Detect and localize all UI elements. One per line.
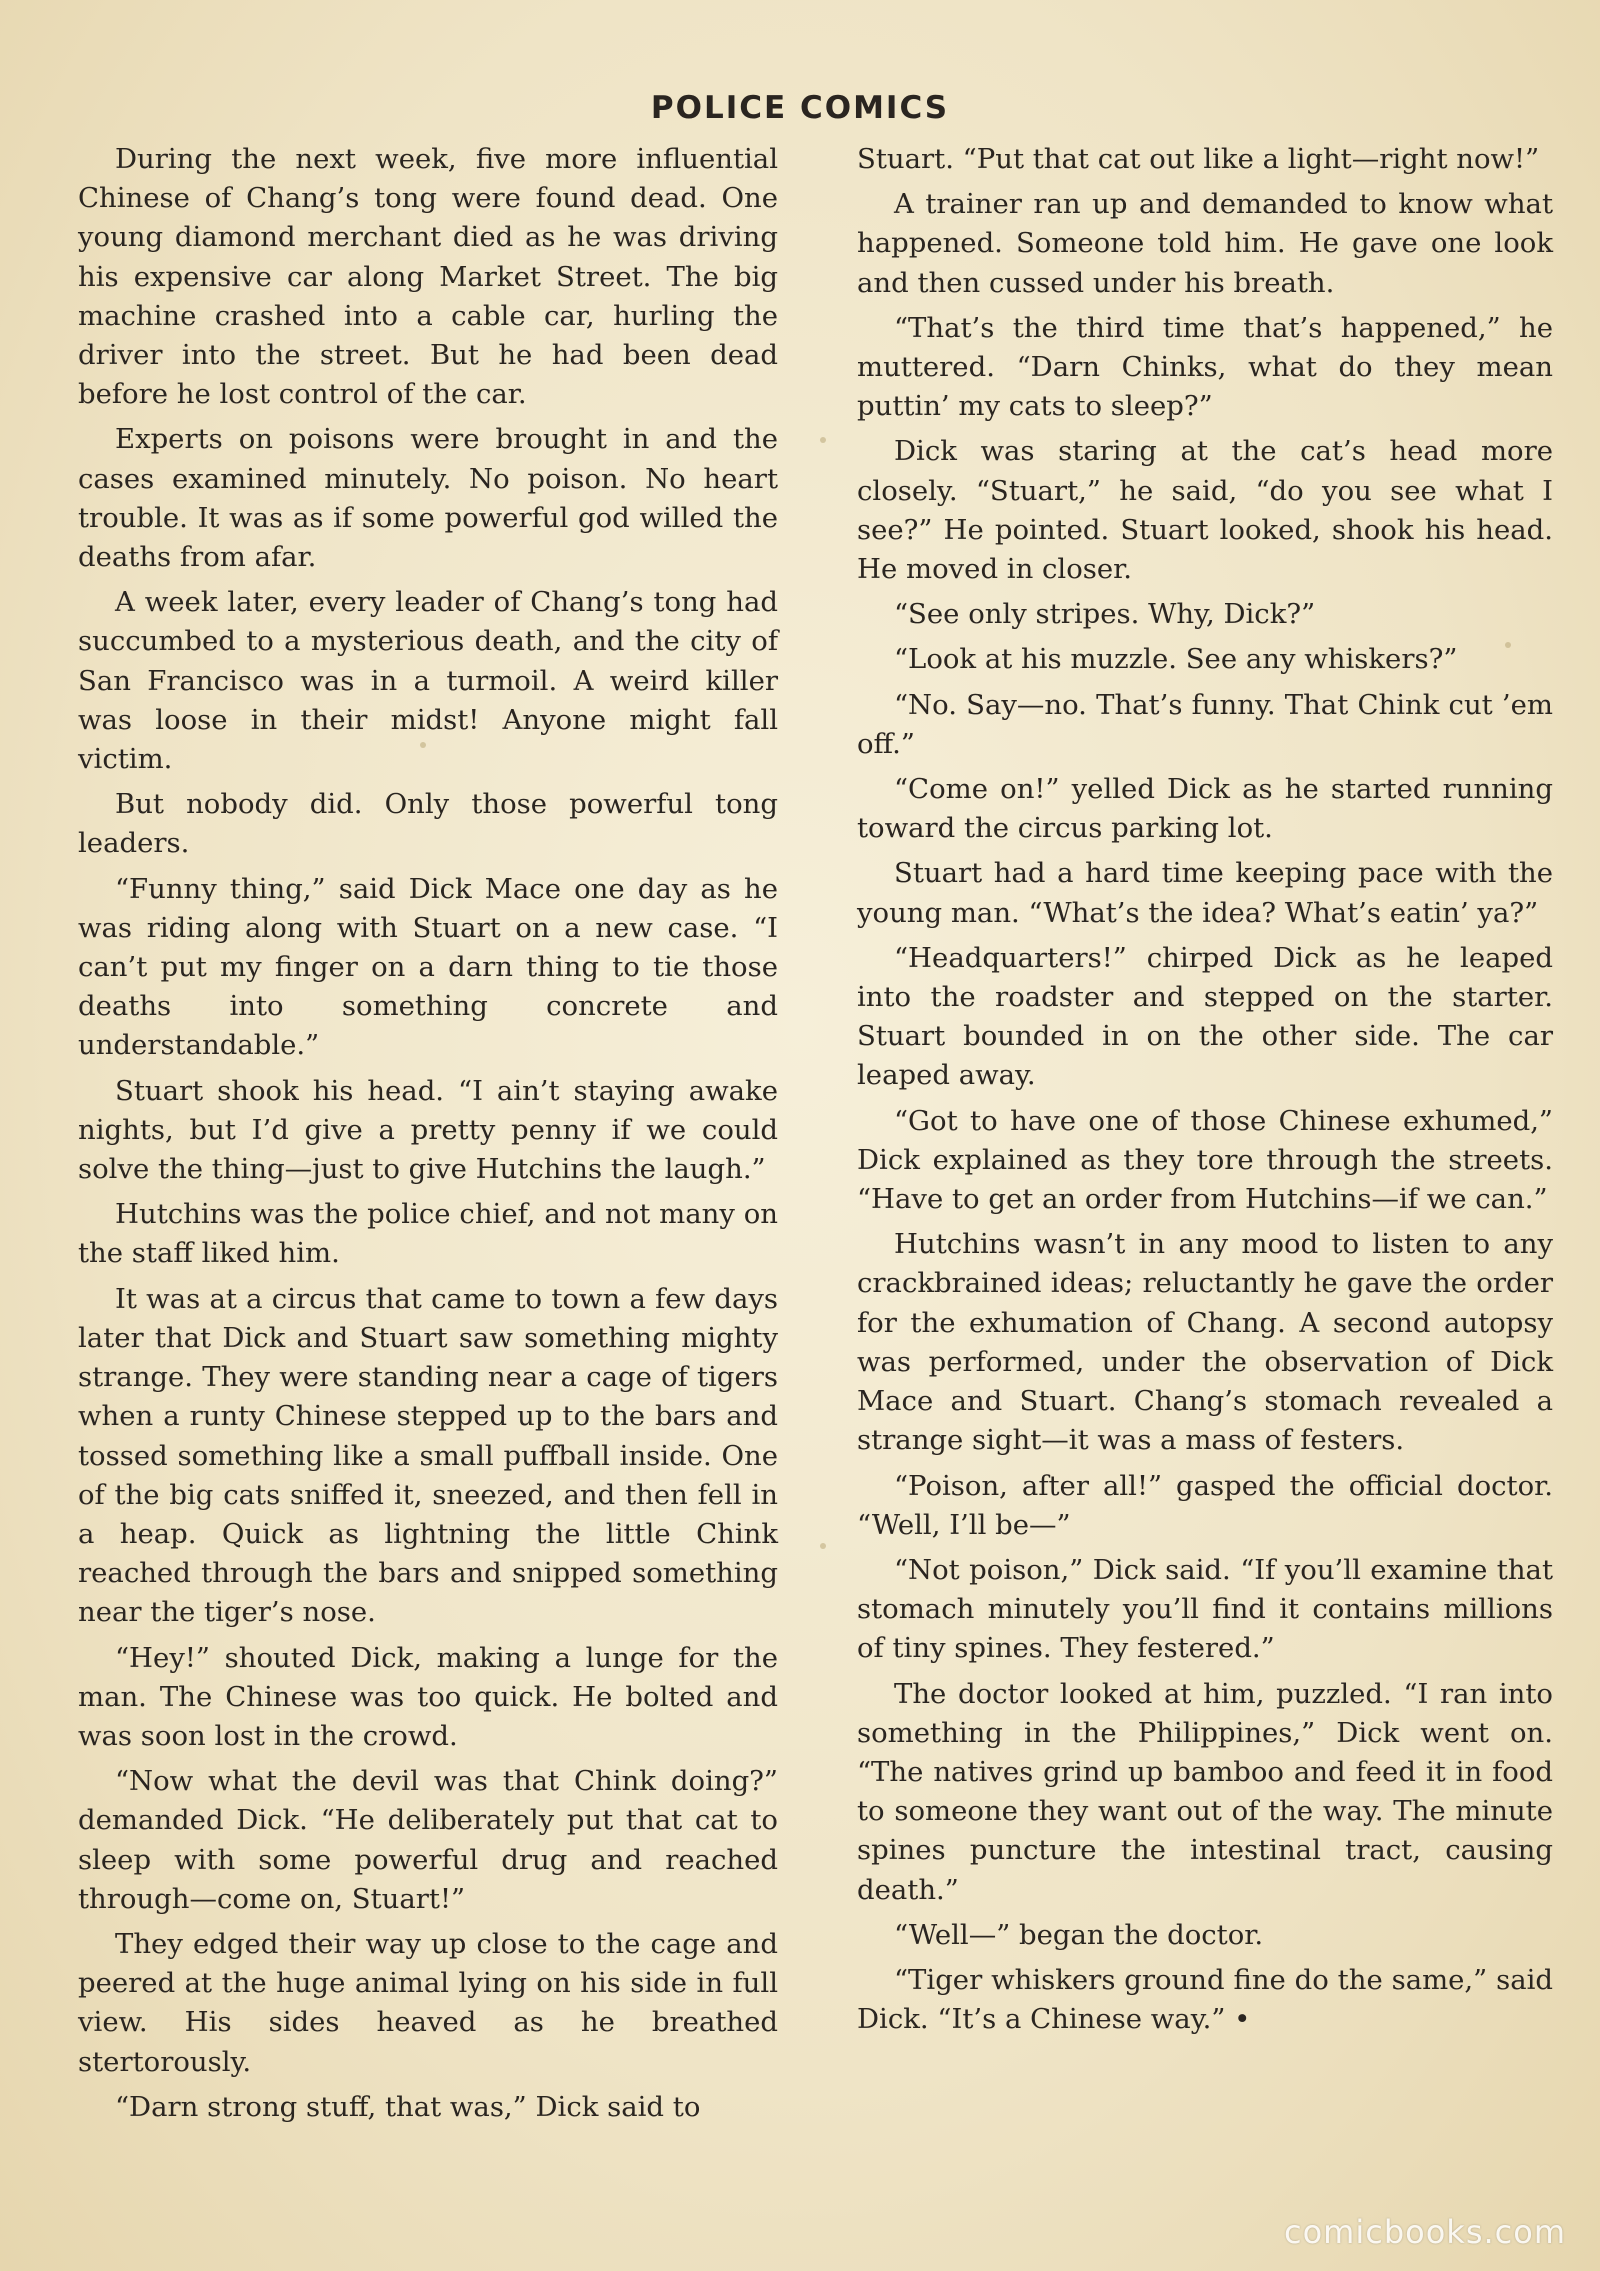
paragraph: The doctor looked at him, puzzled. “I ran into something in the Philippines,” Dick went on. “The natives grind up bamboo and feed it in food to someone they want out of the way. The minute spines puncture the intestinal tract, causing death.” xyxy=(857,1677,1553,1906)
left-column xyxy=(78,140,778,2133)
paragraph: “See only stripes. Why, Dick?” xyxy=(894,598,1316,631)
watermark: comicbooks.com xyxy=(1283,2213,1566,2251)
paragraph: During the next week, five more influential Chinese of Chang’s tong were found dead. One young diamond merchant died as he was driving his expensive car along Market Street. The big machine crashed into a cable car, hurling the driver into the street. But he had been dead before he lost control of the car. xyxy=(78,143,778,411)
paragraph: “Got to have one of those Chinese exhumed,” Dick explained as they tore through the streets. “Have to get an order from Hutchins—if we can.” xyxy=(857,1104,1553,1216)
paragraph: They edged their way up close to the cage and peered at the huge animal lying on his side in full view. His sides heaved as he breathed stertorously. xyxy=(78,1927,778,2078)
paragraph: “Look at his muzzle. See any whiskers?” xyxy=(894,643,1458,676)
paragraph: “Funny thing,” said Dick Mace one day as he was riding along with Stuart on a new case. “I can’t put my finger on a darn thing to tie those deaths into something concrete and understandable.” xyxy=(78,872,778,1062)
paragraph: Hutchins wasn’t in any mood to listen to any crackbrained ideas; reluctantly he gave the order for the exhumation of Chang. A second autopsy was performed, under the observation of Dick Mace and Stuart. Chang’s stomach revealed a strange sight—it was a mass of festers. xyxy=(857,1228,1553,1457)
paragraph: “Poison, after all!” gasped the official doctor. “Well, I’ll be—” xyxy=(857,1469,1553,1541)
paragraph: “Well—” began the doctor. xyxy=(894,1918,1264,1951)
paragraph: A trainer ran up and demanded to know what happened. Someone told him. He gave one look and then cussed under his breath. xyxy=(857,188,1553,299)
paragraph: “Hey!” shouted Dick, making a lunge for the man. The Chinese was too quick. He bolted and was soon lost in the crowd. xyxy=(78,1641,778,1752)
paragraph: Stuart shook his head. “I ain’t staying awake nights, but I’d give a pretty penny if we could solve the thing—just to give Hutchins the laugh.” xyxy=(78,1074,778,1186)
paragraph: “Headquarters!” chirped Dick as he leaped into the roadster and stepped on the starter. Stuart bounded in on the other side. The car leaped away. xyxy=(857,941,1553,1092)
paragraph: A week later, every leader of Chang’s tong had succumbed to a mysterious death, and the city of San Francisco was in a turmoil. A weird killer was loose in their midst! Anyone might fall victim. xyxy=(78,586,778,776)
paragraph: “Now what the devil was that Chink doing?” demanded Dick. “He deliberately put that cat to sleep with some powerful drug and reached through—come on, Stuart!” xyxy=(78,1765,778,1915)
continued-paragraph: Stuart. “Put that cat out like a light—right now!” xyxy=(857,143,1540,175)
paragraph: “Darn strong stuff, that was,” Dick said to xyxy=(115,2090,701,2123)
paragraph: “That’s the third time that’s happened,” he muttered. “Darn Chinks, what do they mean puttin’ my cats to sleep?” xyxy=(857,311,1553,423)
paragraph: Stuart had a hard time keeping pace with the young man. “What’s the idea? What’s eatin’ ya?” xyxy=(857,857,1553,929)
paragraph: Hutchins was the police chief, and not many on the staff liked him. xyxy=(78,1198,778,1270)
page-title: POLICE COMICS xyxy=(650,90,950,126)
paragraph: “Come on!” yelled Dick as he started running toward the circus parking lot. xyxy=(857,773,1553,845)
right-column xyxy=(857,140,1553,2045)
paragraph: “No. Say—no. That’s funny. That Chink cut ’em off.” xyxy=(857,688,1553,760)
paragraph: “Tiger whiskers ground fine do the same,” said Dick. “It’s a Chinese way.” • xyxy=(857,1963,1553,2036)
paragraph: “Not poison,” Dick said. “If you’ll examine that stomach minutely you’ll find it contains millions of tiny spines. They festered.” xyxy=(857,1553,1553,1665)
paragraph: But nobody did. Only those powerful tong leaders. xyxy=(78,788,778,860)
paragraph: Experts on poisons were brought in and the cases examined minutely. No poison. No heart trouble. It was as if some powerful god willed the deaths from afar. xyxy=(78,423,778,574)
paragraph: Dick was staring at the cat’s head more closely. “Stuart,” he said, “do you see what I see?” He pointed. Stuart looked, shook his head. He moved in closer. xyxy=(857,435,1553,586)
paragraph: It was at a circus that came to town a few days later that Dick and Stuart saw something mighty strange. They were standing near a cage of tigers when a runty Chinese stepped up to the bars and tossed something like a small puffball inside. One of the big cats sniffed it, sneezed, and then fell in a heap. Quick as lightning the little Chink reached through the bars and snipped something near the tiger’s nose. xyxy=(78,1282,778,1629)
